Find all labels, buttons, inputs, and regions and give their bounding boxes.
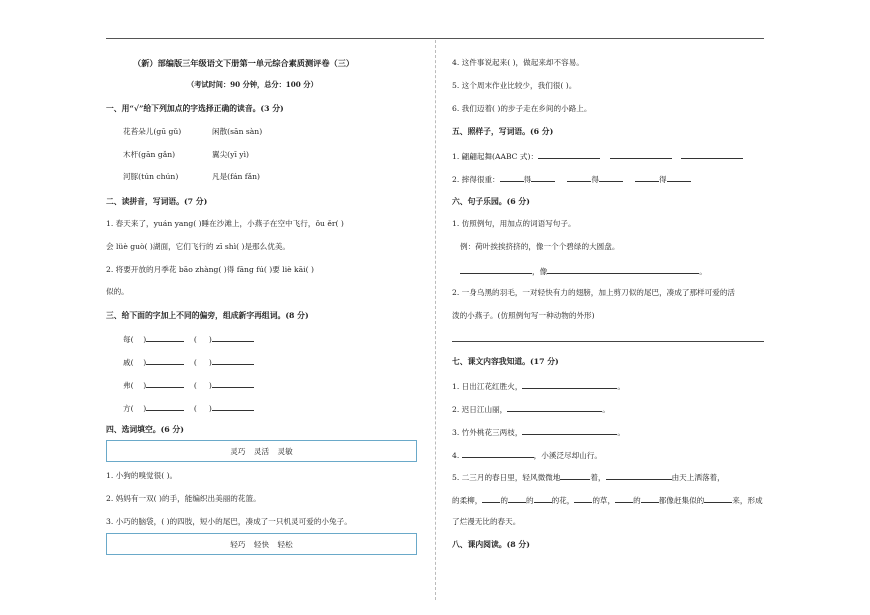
s5-prompt-1: 1. 翩翩起舞(AABC 式)： xyxy=(452,152,539,161)
s7-6b: 的 xyxy=(500,496,508,505)
s6-example: 例：荷叶挨挨挤挤的，像一个个碧绿的大圆盘。 xyxy=(460,242,620,251)
s7-line-1[interactable]: 1. 日出江花红胜火， 。 xyxy=(452,382,626,391)
s1-item-1a[interactable]: 花苔朵儿(gū gǔ) xyxy=(123,127,182,136)
s3-row-3[interactable]: 弗( ) ( ) xyxy=(123,379,254,391)
s4-q5: 5. 这个周末作业比较少，我们很( )。 xyxy=(452,81,577,90)
s1-item-3b[interactable]: 凡是(fán fǎn) xyxy=(212,172,260,181)
s3-char: 戚 xyxy=(123,358,131,367)
s7-6b2: 的 xyxy=(525,496,534,505)
s7-line-7: 了烂漫无比的春天。 xyxy=(452,517,521,526)
s7-prompt-5: 5. 二三月的春日里，轻风微微地 xyxy=(452,473,561,482)
s6-line-1: 1. 仿照例句，用加点的词语写句子。 xyxy=(452,219,576,228)
s6-answer-1[interactable]: ，像 。 xyxy=(460,265,707,277)
s7-6g: 来，形成 xyxy=(732,496,763,505)
s1-item-3a[interactable]: 河豚(tún chún) xyxy=(123,172,179,181)
s5-line-2[interactable] xyxy=(452,173,691,185)
s7-prompt-5c: 由天上洒落着， xyxy=(671,473,725,482)
s3-char: 方 xyxy=(123,404,131,413)
s6-like: ，像 xyxy=(532,267,548,276)
s6-line-5: 泼的小燕子。(仿照例句写一种动物的外形) xyxy=(452,311,595,320)
section-8-heading: 八、课内阅读。(8 分) xyxy=(452,540,530,549)
de-char: 得 xyxy=(658,175,667,184)
section-3-heading: 三、给下面的字加上不同的偏旁，组成新字再组词。(8 分) xyxy=(106,311,309,320)
s7-6a: 的柔柳， xyxy=(452,496,483,505)
top-rule xyxy=(106,38,764,39)
s7-line-6[interactable] xyxy=(452,494,763,506)
exam-info: （考试时间：90 分钟，总分：100 分） xyxy=(187,80,318,89)
s7-prompt-2: 2. 迟日江山丽， xyxy=(452,405,508,414)
section-6-heading: 六、句子乐园。(6 分) xyxy=(452,197,530,206)
s7-line-5[interactable] xyxy=(452,471,725,483)
s1-item-2a[interactable]: 木杆(gān gǎn) xyxy=(123,150,176,159)
s7-line-4[interactable]: 4. ，小溪泛尽却山行。 xyxy=(452,451,603,460)
s7-prompt-3: 3. 竹外桃花三两枝， xyxy=(452,428,523,437)
s7-line-2[interactable]: 2. 迟日江山丽， 。 xyxy=(452,405,610,414)
section-5-heading: 五、照样子，写词语。(6 分) xyxy=(452,127,554,136)
s4-q6: 6. 我们迈着( )的步子走在乡间的小路上。 xyxy=(452,104,592,113)
word-choice-box-2 xyxy=(106,533,417,555)
section-4-heading: 四、选词填空。(6 分) xyxy=(106,425,184,434)
de-char: 得 xyxy=(523,175,532,184)
s3-char: 弗 xyxy=(123,381,131,390)
s5-prompt-2: 2. 摔得很重： xyxy=(452,175,500,184)
s4-q3: 3. 小巧的脑袋，( )的四肢，短小的尾巴，凑成了一只机灵可爱的小兔子。 xyxy=(106,517,352,526)
section-2-heading: 二、读拼音，写词语。(7 分) xyxy=(106,197,208,206)
de-char: 得 xyxy=(591,175,599,184)
s1-item-2b[interactable]: 翼尖(yī yì) xyxy=(212,150,249,159)
s5-line-1[interactable] xyxy=(452,150,743,162)
s2-line-4: 似的。 xyxy=(106,287,129,296)
s4-q1: 1. 小狗的嗅觉很( )。 xyxy=(106,471,178,480)
s4-q4: 4. 这件事说起来( )，做起来却不容易。 xyxy=(452,58,584,67)
word-choices-1: 灵巧 灵活 灵敏 xyxy=(230,447,293,456)
page-title: （新）部编版三年级语文下册第一单元综合素质测评卷（三） xyxy=(133,58,355,68)
s3-char: 每 xyxy=(123,335,131,344)
s2-line-1: 1. 春天来了，yuán yang( )睡在沙滩上，小燕子在空中飞行，ǒu ěr( ) xyxy=(106,219,344,228)
s7-line-3[interactable]: 3. 竹外桃花三两枝， 。 xyxy=(452,428,626,437)
word-choices-2: 轻巧 轻快 轻松 xyxy=(230,540,293,549)
s4-q2: 2. 妈妈有一双( )的手，能编织出美丽的花篮。 xyxy=(106,494,261,503)
s6-line-4: 2. 一身乌黑的羽毛，一对轻快有力的翅膀，加上剪刀似的尾巴，凑成了那样可爱的活 xyxy=(452,288,736,297)
s7-6e: 的 xyxy=(633,496,641,505)
s7-6d: 的草， xyxy=(592,496,616,505)
word-choice-box-1 xyxy=(106,440,417,462)
s7-6f: 都像赶集似的 xyxy=(658,496,705,505)
s7-6c: 的花， xyxy=(551,496,575,505)
s7-prompt-5b: 着， xyxy=(590,473,606,482)
section-7-heading: 七、课文内容我知道。(17 分) xyxy=(452,357,559,366)
section-1-heading: 一、用“√”给下列加点的字选择正确的读音。(3 分) xyxy=(106,104,284,113)
s2-line-2: 会 lüè guò( )湖面，它们飞行的 zī shì( )是那么优美。 xyxy=(106,242,291,251)
s1-item-1b[interactable]: 闲散(sān sàn) xyxy=(212,127,263,136)
s2-line-3: 2. 将要开放的月季花 bāo zhàng( )得 fāng fú( )要 liè kāi( ) xyxy=(106,265,314,274)
column-divider xyxy=(435,40,436,600)
s6-answer-line[interactable] xyxy=(452,341,764,342)
s3-row-4[interactable]: 方( ) ( ) xyxy=(123,402,254,414)
s7-prompt-1: 1. 日出江花红胜火， xyxy=(452,382,523,391)
s7-prompt-4: ，小溪泛尽却山行。 xyxy=(533,451,603,460)
s3-row-1[interactable]: 每( ) ( ) xyxy=(123,333,254,345)
s3-row-2[interactable]: 戚( ) ( ) xyxy=(123,356,254,368)
